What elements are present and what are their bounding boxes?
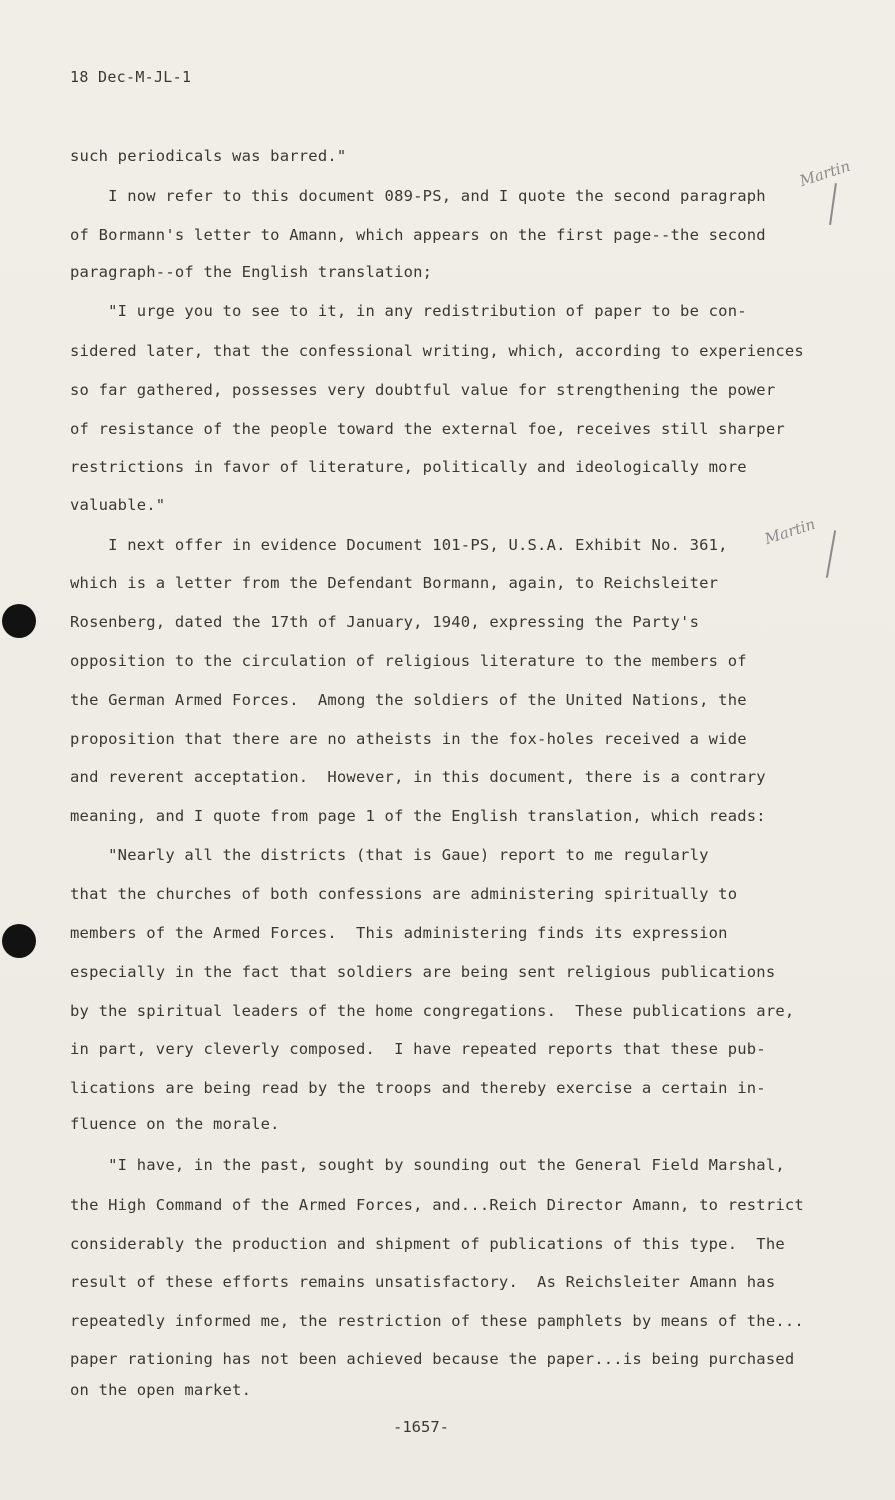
text-line: fluence on the morale. <box>70 1115 280 1133</box>
margin-annotation: Martin <box>762 514 818 548</box>
text-line: I next offer in evidence Document 101-PS, U.S.A. Exhibit No. 361, <box>70 536 728 554</box>
text-line: opposition to the circulation of religious literature to the members of <box>70 652 747 670</box>
punch-hole <box>2 924 36 958</box>
text-line: on the open market. <box>70 1381 252 1399</box>
text-line: Rosenberg, dated the 17th of January, 1940, expressing the Party's <box>70 613 700 631</box>
text-line: "Nearly all the districts (that is Gaue) report to me regularly <box>70 846 709 864</box>
text-line: of resistance of the people toward the external foe, receives still sharper <box>70 420 785 438</box>
text-line: paper rationing has not been achieved because the paper...is being purchased <box>70 1350 795 1368</box>
text-line: proposition that there are no atheists in the fox-holes received a wide <box>70 730 747 748</box>
punch-hole <box>2 604 36 638</box>
text-line: in part, very cleverly composed. I have repeated reports that these pub- <box>70 1040 766 1058</box>
text-line: repeatedly informed me, the restriction of these pamphlets by means of the... <box>70 1312 804 1330</box>
text-line: result of these efforts remains unsatisfactory. As Reichsleiter Amann has <box>70 1273 776 1291</box>
text-line: lications are being read by the troops and thereby exercise a certain in- <box>70 1079 766 1097</box>
text-line: such periodicals was barred." <box>70 147 347 165</box>
text-line: and reverent acceptation. However, in this document, there is a contrary <box>70 768 766 786</box>
text-line: "I have, in the past, sought by sounding out the General Field Marshal, <box>70 1156 785 1174</box>
text-line: which is a letter from the Defendant Bormann, again, to Reichsleiter <box>70 574 719 592</box>
text-line: valuable." <box>70 496 166 514</box>
text-line: meaning, and I quote from page 1 of the English translation, which reads: <box>70 807 766 825</box>
text-line: the German Armed Forces. Among the soldiers of the United Nations, the <box>70 691 747 709</box>
margin-mark <box>829 183 836 225</box>
text-line: especially in the fact that soldiers are being sent religious publications <box>70 963 776 981</box>
text-line: sidered later, that the confessional writing, which, according to experiences <box>70 342 804 360</box>
text-line: by the spiritual leaders of the home congregations. These publications are, <box>70 1002 795 1020</box>
text-line: "I urge you to see to it, in any redistribution of paper to be con- <box>70 302 747 320</box>
text-line: paragraph--of the English translation; <box>70 263 433 281</box>
text-line: that the churches of both confessions are administering spiritually to <box>70 885 738 903</box>
margin-mark <box>826 530 836 578</box>
text-line: members of the Armed Forces. This administering finds its expression <box>70 924 728 942</box>
text-line: I now refer to this document 089-PS, and I quote the second paragraph <box>70 187 766 205</box>
text-line: restrictions in favor of literature, politically and ideologically more <box>70 458 747 476</box>
text-line: the High Command of the Armed Forces, and...Reich Director Amann, to restrict <box>70 1196 804 1214</box>
margin-annotation: Martin <box>797 156 853 190</box>
text-line: considerably the production and shipment of publications of this type. The <box>70 1235 785 1253</box>
text-line: of Bormann's letter to Amann, which appears on the first page--the second <box>70 226 766 244</box>
page-number: -1657- <box>393 1418 449 1436</box>
text-line: so far gathered, possesses very doubtful value for strengthening the power <box>70 381 776 399</box>
document-header: 18 Dec-M-JL-1 <box>70 68 192 86</box>
